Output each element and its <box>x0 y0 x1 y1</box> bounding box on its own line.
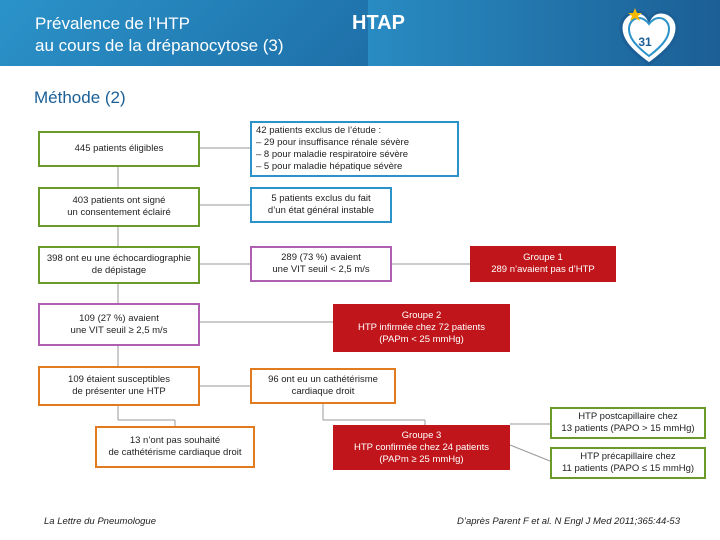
footer-reference: D’après Parent F et al. N Engl J Med 2011;365:44-53 <box>456 516 680 527</box>
box-no-catheter-text: 13 n’ont pas souhaité de cathétérisme cardiaque droit <box>108 435 242 458</box>
box-eligible <box>38 131 200 167</box>
box-susceptible <box>38 366 200 406</box>
box-precap-text: HTP précapillaire chez 11 patients (PAPO ≤ 15 mmHg) <box>561 451 695 474</box>
box-group3-text: Groupe 3 HTP confirmée chez 24 patients (PAPm ≥ 25 mmHg) <box>353 429 489 465</box>
box-excluded-study <box>250 121 459 177</box>
slide-title-line2: au cours de la drépanocytose (3) <box>35 36 284 55</box>
box-excluded-general <box>250 187 392 223</box>
box-susceptible-text: 109 étaient susceptibles de présenter une HTP <box>68 374 170 397</box>
box-consent-text: 403 patients ont signé un consentement éclairé <box>67 195 171 218</box>
box-vtr-high <box>38 303 200 346</box>
box-group1 <box>470 246 616 282</box>
box-precap <box>550 447 706 479</box>
box-no-catheter <box>95 426 255 468</box>
box-excluded-study-text: 42 patients exclus de l’étude : – 29 pour insuffisance rénale sévère – 8 pour maladie respiratoire sévère – 5 pour maladie hépatique sévère <box>256 125 409 172</box>
box-vtr-low-text: 289 (73 %) avaient une VIT seuil < 2,5 m/s <box>272 252 370 275</box>
footer-source-journal: La Lettre du Pneumologue <box>44 516 156 527</box>
box-vtr-low <box>250 246 392 282</box>
box-group1-text: Groupe 1 289 n’avaient pas d’HTP <box>491 252 595 275</box>
box-excluded-general-text: 5 patients exclus du fait d’un état général instable <box>267 193 375 216</box>
box-vtr-high-text: 109 (27 %) avaient une VIT seuil ≥ 2,5 m/s <box>70 312 168 336</box>
box-postcap <box>550 407 706 439</box>
box-echo-text: 398 ont eu une échocardiographie de dépistage <box>46 253 192 276</box>
slide-title-line1: Prévalence de l’HTP <box>35 14 190 33</box>
box-eligible-text: 445 patients éligibles <box>74 143 164 154</box>
box-group2-text: Groupe 2 HTP infirmée chez 72 patients (PAPm < 25 mmHg) <box>357 310 486 345</box>
slide-number: 31 <box>638 35 652 49</box>
box-consent <box>38 187 200 227</box>
box-group3 <box>333 425 510 470</box>
box-echo <box>38 246 200 284</box>
section-title: Méthode (2) <box>34 88 126 107</box>
box-group2 <box>333 304 510 352</box>
section-tag: HTAP <box>352 12 405 34</box>
box-postcap-text: HTP postcapillaire chez 13 patients (PAPO > 15 mmHg) <box>561 411 695 434</box>
box-catheter <box>250 368 396 404</box>
box-catheter-text: 96 ont eu un cathétérisme cardiaque droit <box>268 374 378 397</box>
